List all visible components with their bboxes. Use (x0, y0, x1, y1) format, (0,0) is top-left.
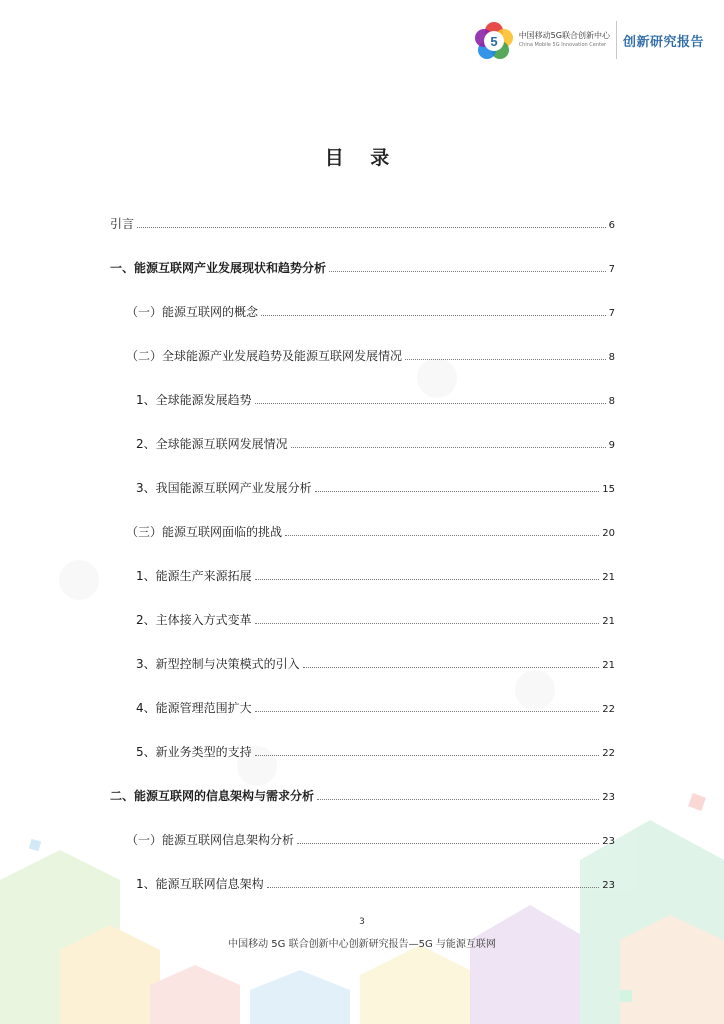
toc-entry-page: 23 (602, 792, 615, 803)
toc-entry-page: 8 (608, 396, 615, 407)
toc-entry-label: （二）全球能源产业发展趋势及能源互联网发展情况 (126, 349, 403, 363)
decor-square (688, 793, 706, 811)
cmcc-5g-logo-icon (473, 19, 515, 61)
toc-dot-leader (405, 359, 606, 360)
decor-cube (620, 915, 724, 1024)
page-header (473, 18, 704, 62)
toc-entry[interactable] (110, 386, 615, 408)
toc-dot-leader (255, 623, 600, 624)
footer-text: 中国移动 5G 联合创新中心创新研究报告—5G 与能源互联网 (228, 939, 496, 950)
toc-entry[interactable] (110, 650, 615, 672)
toc-entry-page: 21 (602, 660, 615, 671)
toc-dot-leader (255, 403, 606, 404)
toc-dot-leader (255, 711, 600, 712)
toc-entry[interactable] (110, 694, 615, 716)
toc-dot-leader (317, 799, 599, 800)
watermark-logo (59, 560, 99, 600)
toc-entry-page: 22 (602, 748, 615, 759)
toc-entry[interactable] (110, 210, 615, 232)
toc-entry-page: 15 (602, 484, 615, 495)
toc-entry-page: 23 (602, 880, 615, 891)
decor-cube (150, 965, 240, 1024)
logo-text (519, 32, 610, 48)
toc-entry-label: 1、能源生产来源拓展 (136, 569, 252, 583)
toc-entry[interactable] (110, 342, 615, 364)
toc-entry-page: 22 (602, 704, 615, 715)
toc-dot-leader (303, 667, 600, 668)
toc-entry[interactable] (110, 870, 615, 892)
toc-entry-label: 一、能源互联网产业发展现状和趋势分析 (110, 261, 327, 275)
decor-cube (360, 945, 480, 1024)
toc-entry[interactable] (110, 430, 615, 452)
toc-title: 目 录 (324, 147, 400, 169)
page-number: 3 (359, 917, 365, 927)
toc-entry-label: （一）能源互联网信息架构分析 (126, 833, 295, 847)
header-title: 创新研究报告 (622, 34, 704, 50)
toc-dot-leader (137, 227, 606, 228)
logo-text-cn: 中国移动5G联合创新中心 (518, 30, 610, 40)
toc-entry-label: 1、全球能源发展趋势 (136, 393, 252, 407)
toc-dot-leader (255, 579, 600, 580)
toc-entry-page: 7 (608, 308, 615, 319)
toc-dot-leader (291, 447, 606, 448)
toc-entry[interactable] (110, 562, 615, 584)
toc-dot-leader (261, 315, 606, 316)
toc-entry-page: 9 (608, 440, 615, 451)
toc-entry[interactable] (110, 782, 615, 804)
toc-entry-label: （三）能源互联网面临的挑战 (126, 525, 283, 539)
toc-entry[interactable] (110, 826, 615, 848)
toc-entry-page: 6 (608, 220, 615, 231)
svg-text:5: 5 (490, 34, 498, 49)
toc-dot-leader (297, 843, 599, 844)
toc-dot-leader (285, 535, 599, 536)
decor-square (620, 990, 632, 1002)
toc-entry-label: 1、能源互联网信息架构 (136, 877, 264, 891)
toc-entry-label: 4、能源管理范围扩大 (136, 701, 252, 715)
toc-entry-page: 20 (602, 528, 615, 539)
toc-dot-leader (315, 491, 600, 492)
toc-entry[interactable] (110, 606, 615, 628)
toc-entry[interactable] (110, 518, 615, 540)
toc-entry-page: 8 (608, 352, 615, 363)
toc-entry[interactable] (110, 474, 615, 496)
toc-dot-leader (329, 271, 606, 272)
toc-entry-label: （一）能源互联网的概念 (126, 305, 259, 319)
toc-entry[interactable] (110, 254, 615, 276)
toc-entry-label: 2、全球能源互联网发展情况 (136, 437, 288, 451)
toc-entry-label: 引言 (110, 217, 135, 231)
toc-entry[interactable] (110, 298, 615, 320)
toc-entry-page: 23 (602, 836, 615, 847)
toc-entry-label: 二、能源互联网的信息架构与需求分析 (110, 789, 315, 803)
toc-entry-page: 21 (602, 572, 615, 583)
decor-square (29, 839, 41, 851)
toc-entry-label: 3、新型控制与决策模式的引入 (136, 657, 300, 671)
decor-cube (250, 970, 350, 1024)
toc-entry-label: 3、我国能源互联网产业发展分析 (136, 481, 312, 495)
toc-dot-leader (255, 755, 600, 756)
toc-dot-leader (267, 887, 600, 888)
header-divider (616, 21, 617, 59)
toc-entry-label: 2、主体接入方式变革 (136, 613, 252, 627)
toc-entry[interactable] (110, 738, 615, 760)
logo-text-en: China Mobile 5G Innovation Center (518, 41, 607, 48)
toc-entry-label: 5、新业务类型的支持 (136, 745, 252, 759)
toc-entry-page: 21 (602, 616, 615, 627)
toc-entry-page: 7 (608, 264, 615, 275)
